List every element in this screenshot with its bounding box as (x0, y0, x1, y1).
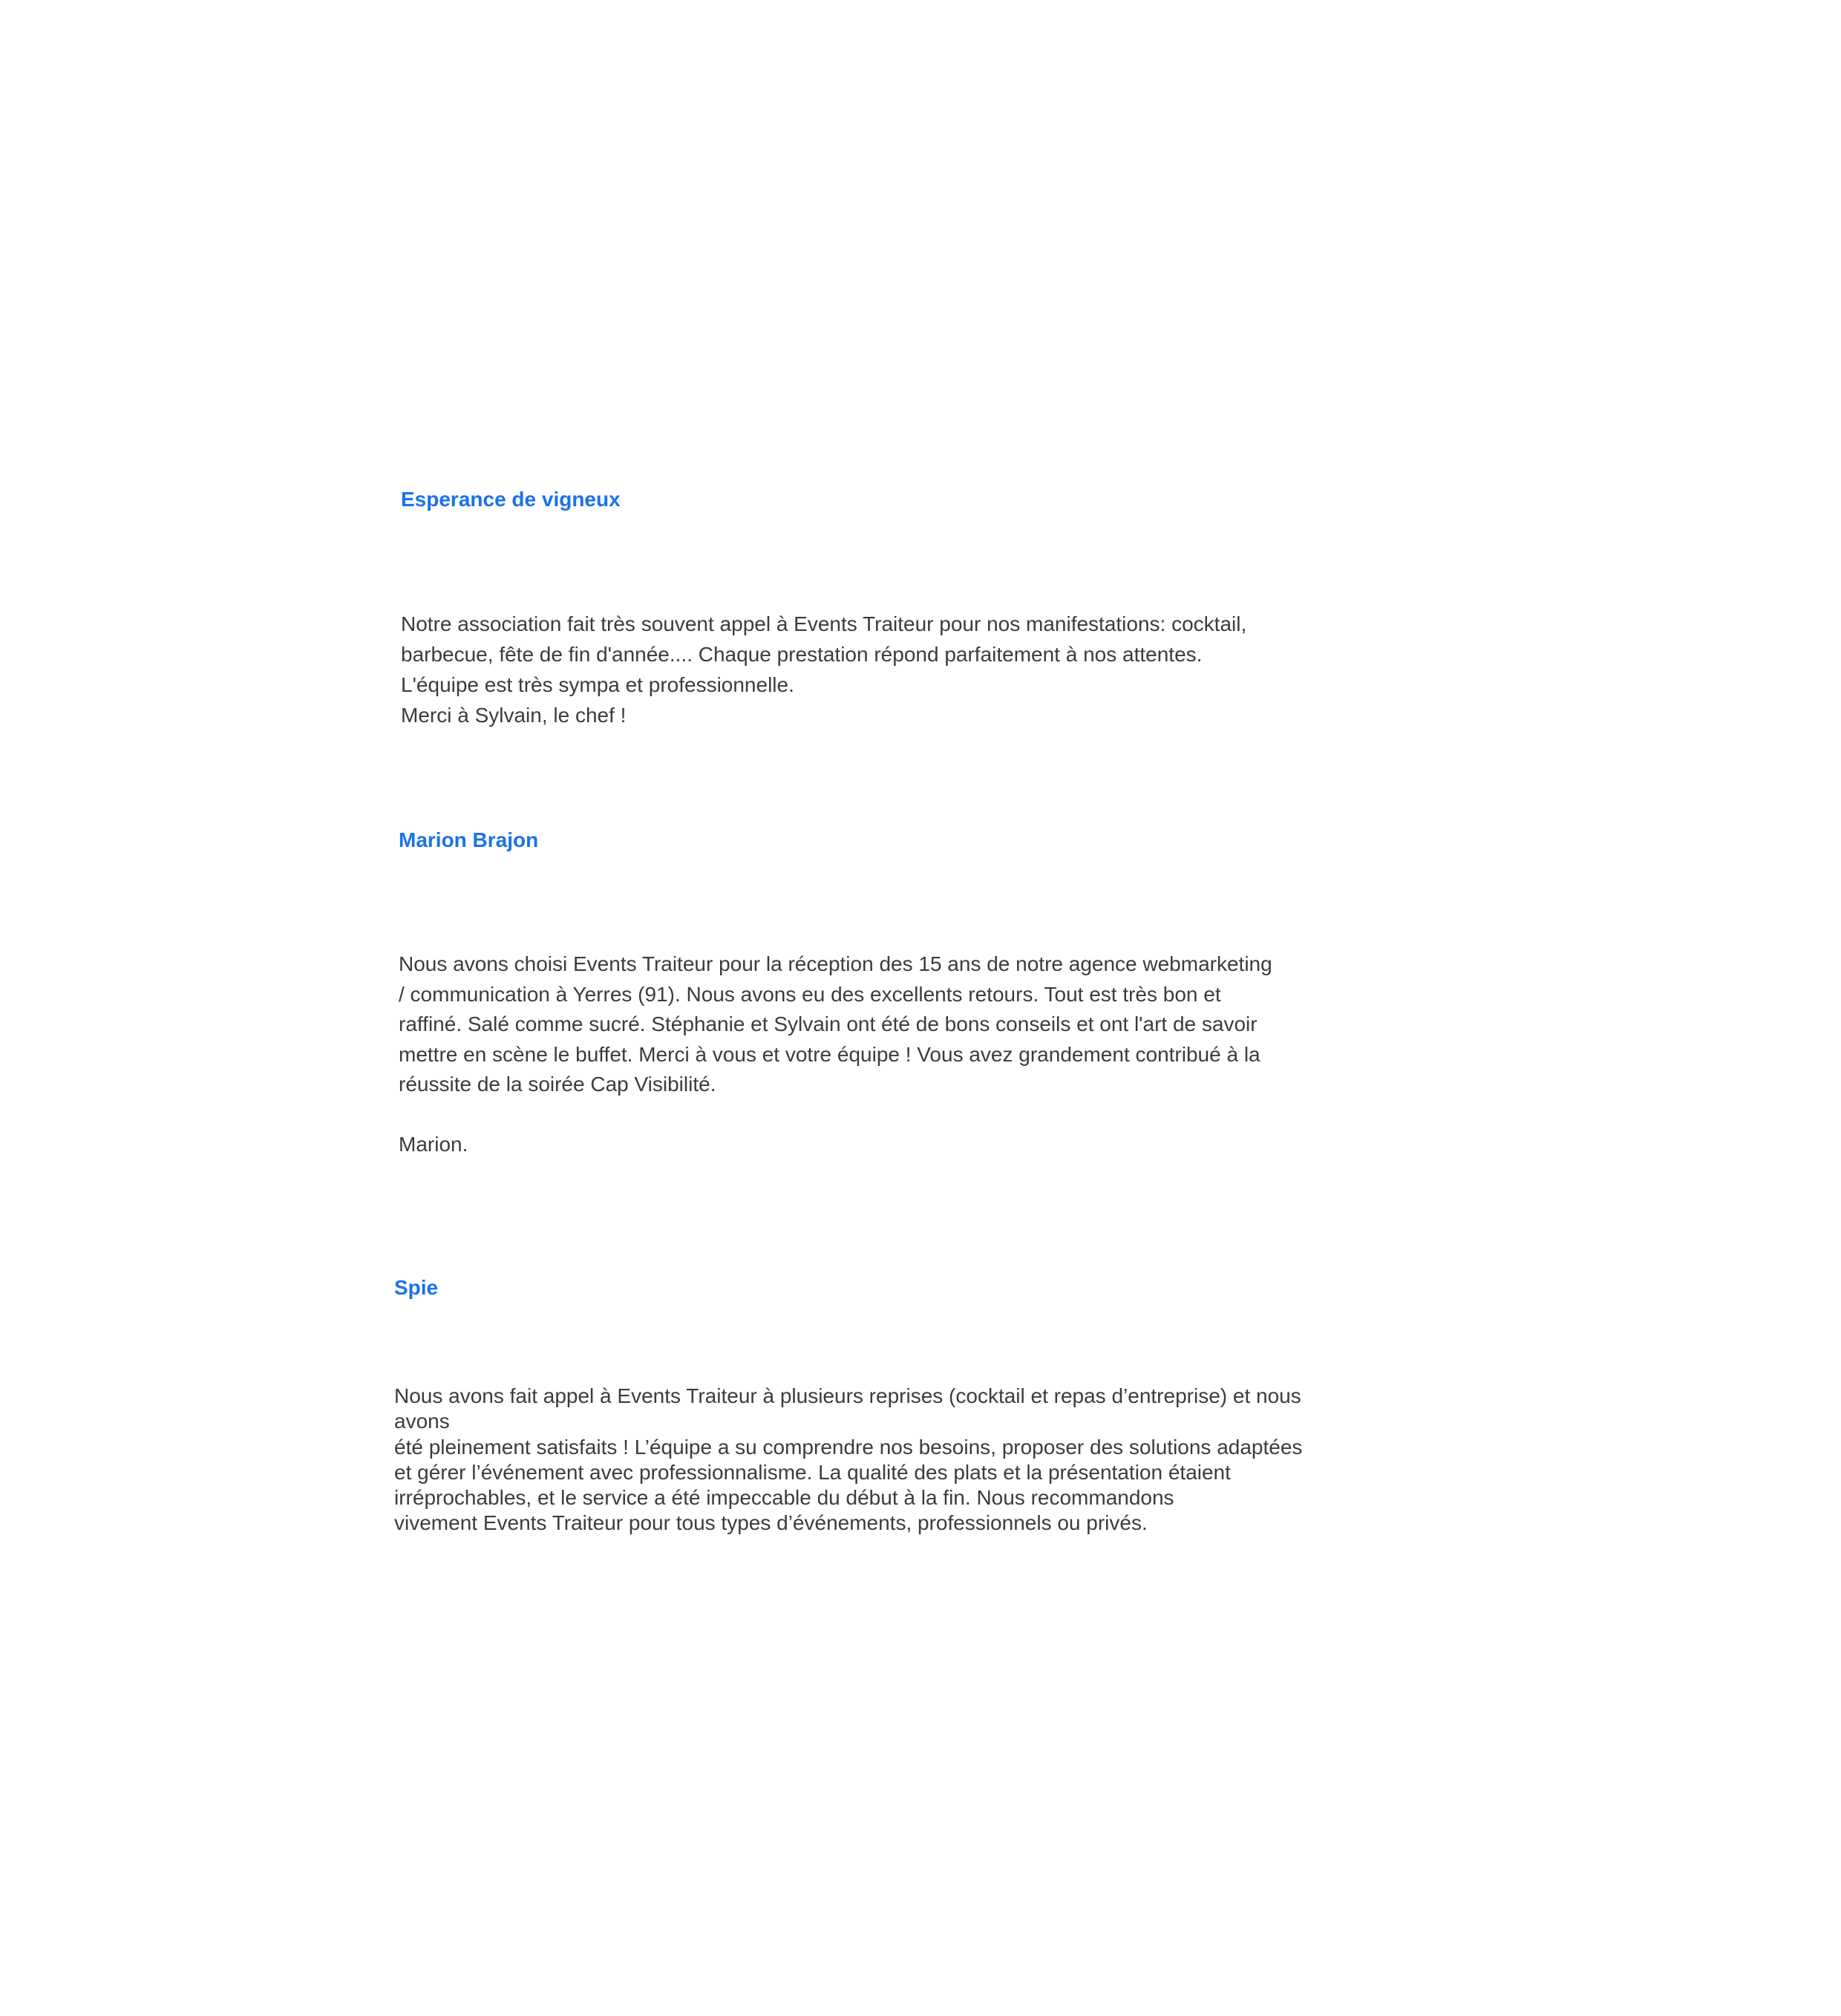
review-text: Notre association fait très souvent appel à Events Traiteur pour nos manifestations: cocktail, barbecue, fête de fin d'année.... Chaque prestation répond parfaitement à nos attentes. L'équipe est très sympa et professionnelle. Merci à Sylvain, le chef ! (401, 612, 1247, 727)
review-text: Nous avons choisi Events Traiteur pour la réception des 15 ans de notre agence webmarketing / communication à Yerres (91). Nous avons eu des excellents retours. Tout est très bon et raffiné. Salé comme sucré. Stéphanie et Sylvain ont été de bons conseils et ont l'art de savoir mettre en scène le buffet. Merci à vous et votre équipe ! Vous avez grandement contribué à la réussite de la soirée Cap Visibilité. Marion. (399, 952, 1272, 1156)
review-text: Nous avons fait appel à Events Traiteur à plusieurs reprises (cocktail et repas d’entreprise) et nous avons été pleinement satisfaits ! L’équipe a su comprendre nos besoins, proposer des solutions adaptées et gérer l’événement avec professionnalisme. La qualité des plats et la présentation étaient irréprochables, et le service a été impeccable du début à la fin. Nous recommandons vivement Events Traiteur pour tous types d’événements, professionnels ou privés. (394, 1384, 1303, 1535)
review-author: Spie (394, 1276, 439, 1299)
review-card (401, 487, 1344, 730)
review-card (399, 828, 1341, 1160)
review-author: Marion Brajon (399, 828, 539, 851)
review-card (394, 1275, 1337, 1536)
review-author: Esperance de vigneux (401, 488, 621, 511)
